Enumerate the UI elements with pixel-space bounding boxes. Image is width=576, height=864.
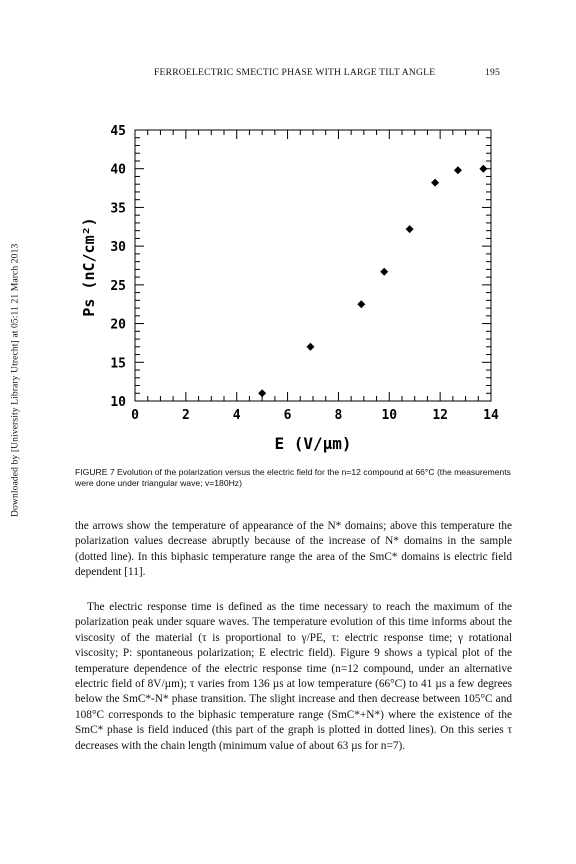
plot-frame	[135, 130, 491, 401]
paragraph-1	[75, 519, 512, 581]
y-tick-label: 20	[110, 317, 126, 333]
x-tick-label: 0	[131, 408, 139, 423]
y-tick-label: 40	[110, 162, 126, 178]
data-point	[258, 389, 266, 397]
y-tick-label: 35	[110, 201, 126, 217]
y-tick-label: 10	[110, 395, 126, 410]
paragraph-text: The electric response time is defined as the time necessary to reach the maximum of the polarization peak under square waves. The temperature evolution of this time informs about the viscosity of the material (τ is proportional to γ/PE, τ: electric response time; γ rotational viscosity; P: spontaneous polarization; E electric field). Figure 9 shows a typical plot of the temperature dependence of the electric response time (n=12 compound, under an alternative electric field of 8V/µm); τ varies from 136 µs at low temperature (66°C) to 41 µs a few degrees below the SmC*-N* phase transition. The slight increase and then decrease between 105°C and 108°C corresponds to the biphasic temperature range (SmC*+N*) where the existence of the SmC* phase is field induced (this part of the graph is plotted in dotted lines). On this series τ decreases with the chain length (minimum value of about 63 µs for n=7).	[75, 601, 512, 752]
polarization-chart	[70, 112, 520, 462]
figure-caption: FIGURE 7 Evolution of the polarization versus the electric field for the n=12 compound at 66°C (the measurements were done under triangular wave; v=180Hz)	[75, 467, 511, 488]
y-tick-label: 45	[110, 124, 126, 139]
download-watermark: Downloaded by [University Library Utrecht] at 05:11 21 March 2013	[9, 243, 21, 517]
x-tick-label: 6	[283, 408, 292, 423]
data-point	[306, 343, 314, 351]
y-tick-label: 30	[110, 240, 126, 256]
paragraph-text: the arrows show the temperature of appearance of the N* domains; above this temperature the polarization values decrease abruptly because of the increase of N* domains in the sample (dotted line). In this biphasic temperature range the area of the SmC* domains is electric field dependent [11].	[75, 520, 512, 579]
data-point	[454, 166, 462, 174]
data-point	[380, 268, 388, 276]
data-point	[431, 179, 439, 187]
paragraph-2	[75, 600, 512, 754]
data-point	[357, 300, 365, 308]
y-tick-label: 25	[110, 278, 126, 294]
x-tick-label: 2	[181, 408, 190, 423]
page-number: 195	[485, 67, 500, 78]
data-point	[479, 165, 487, 173]
data-point	[406, 225, 414, 233]
x-tick-label: 12	[432, 408, 448, 423]
x-tick-label: 10	[381, 408, 398, 423]
data-points	[258, 165, 487, 398]
y-tick-label: 15	[110, 356, 126, 372]
x-tick-label: 4	[232, 408, 241, 423]
y-axis-label: Ps (nC/cm²)	[80, 217, 98, 317]
x-axis-label: E (V/µm)	[274, 434, 352, 453]
running-head-title: FERROELECTRIC SMECTIC PHASE WITH LARGE TILT ANGLE	[154, 67, 436, 78]
x-tick-label: 8	[334, 408, 343, 423]
axis-ticks	[135, 130, 491, 401]
tick-labels	[110, 124, 499, 423]
x-tick-label: 14	[483, 408, 499, 423]
